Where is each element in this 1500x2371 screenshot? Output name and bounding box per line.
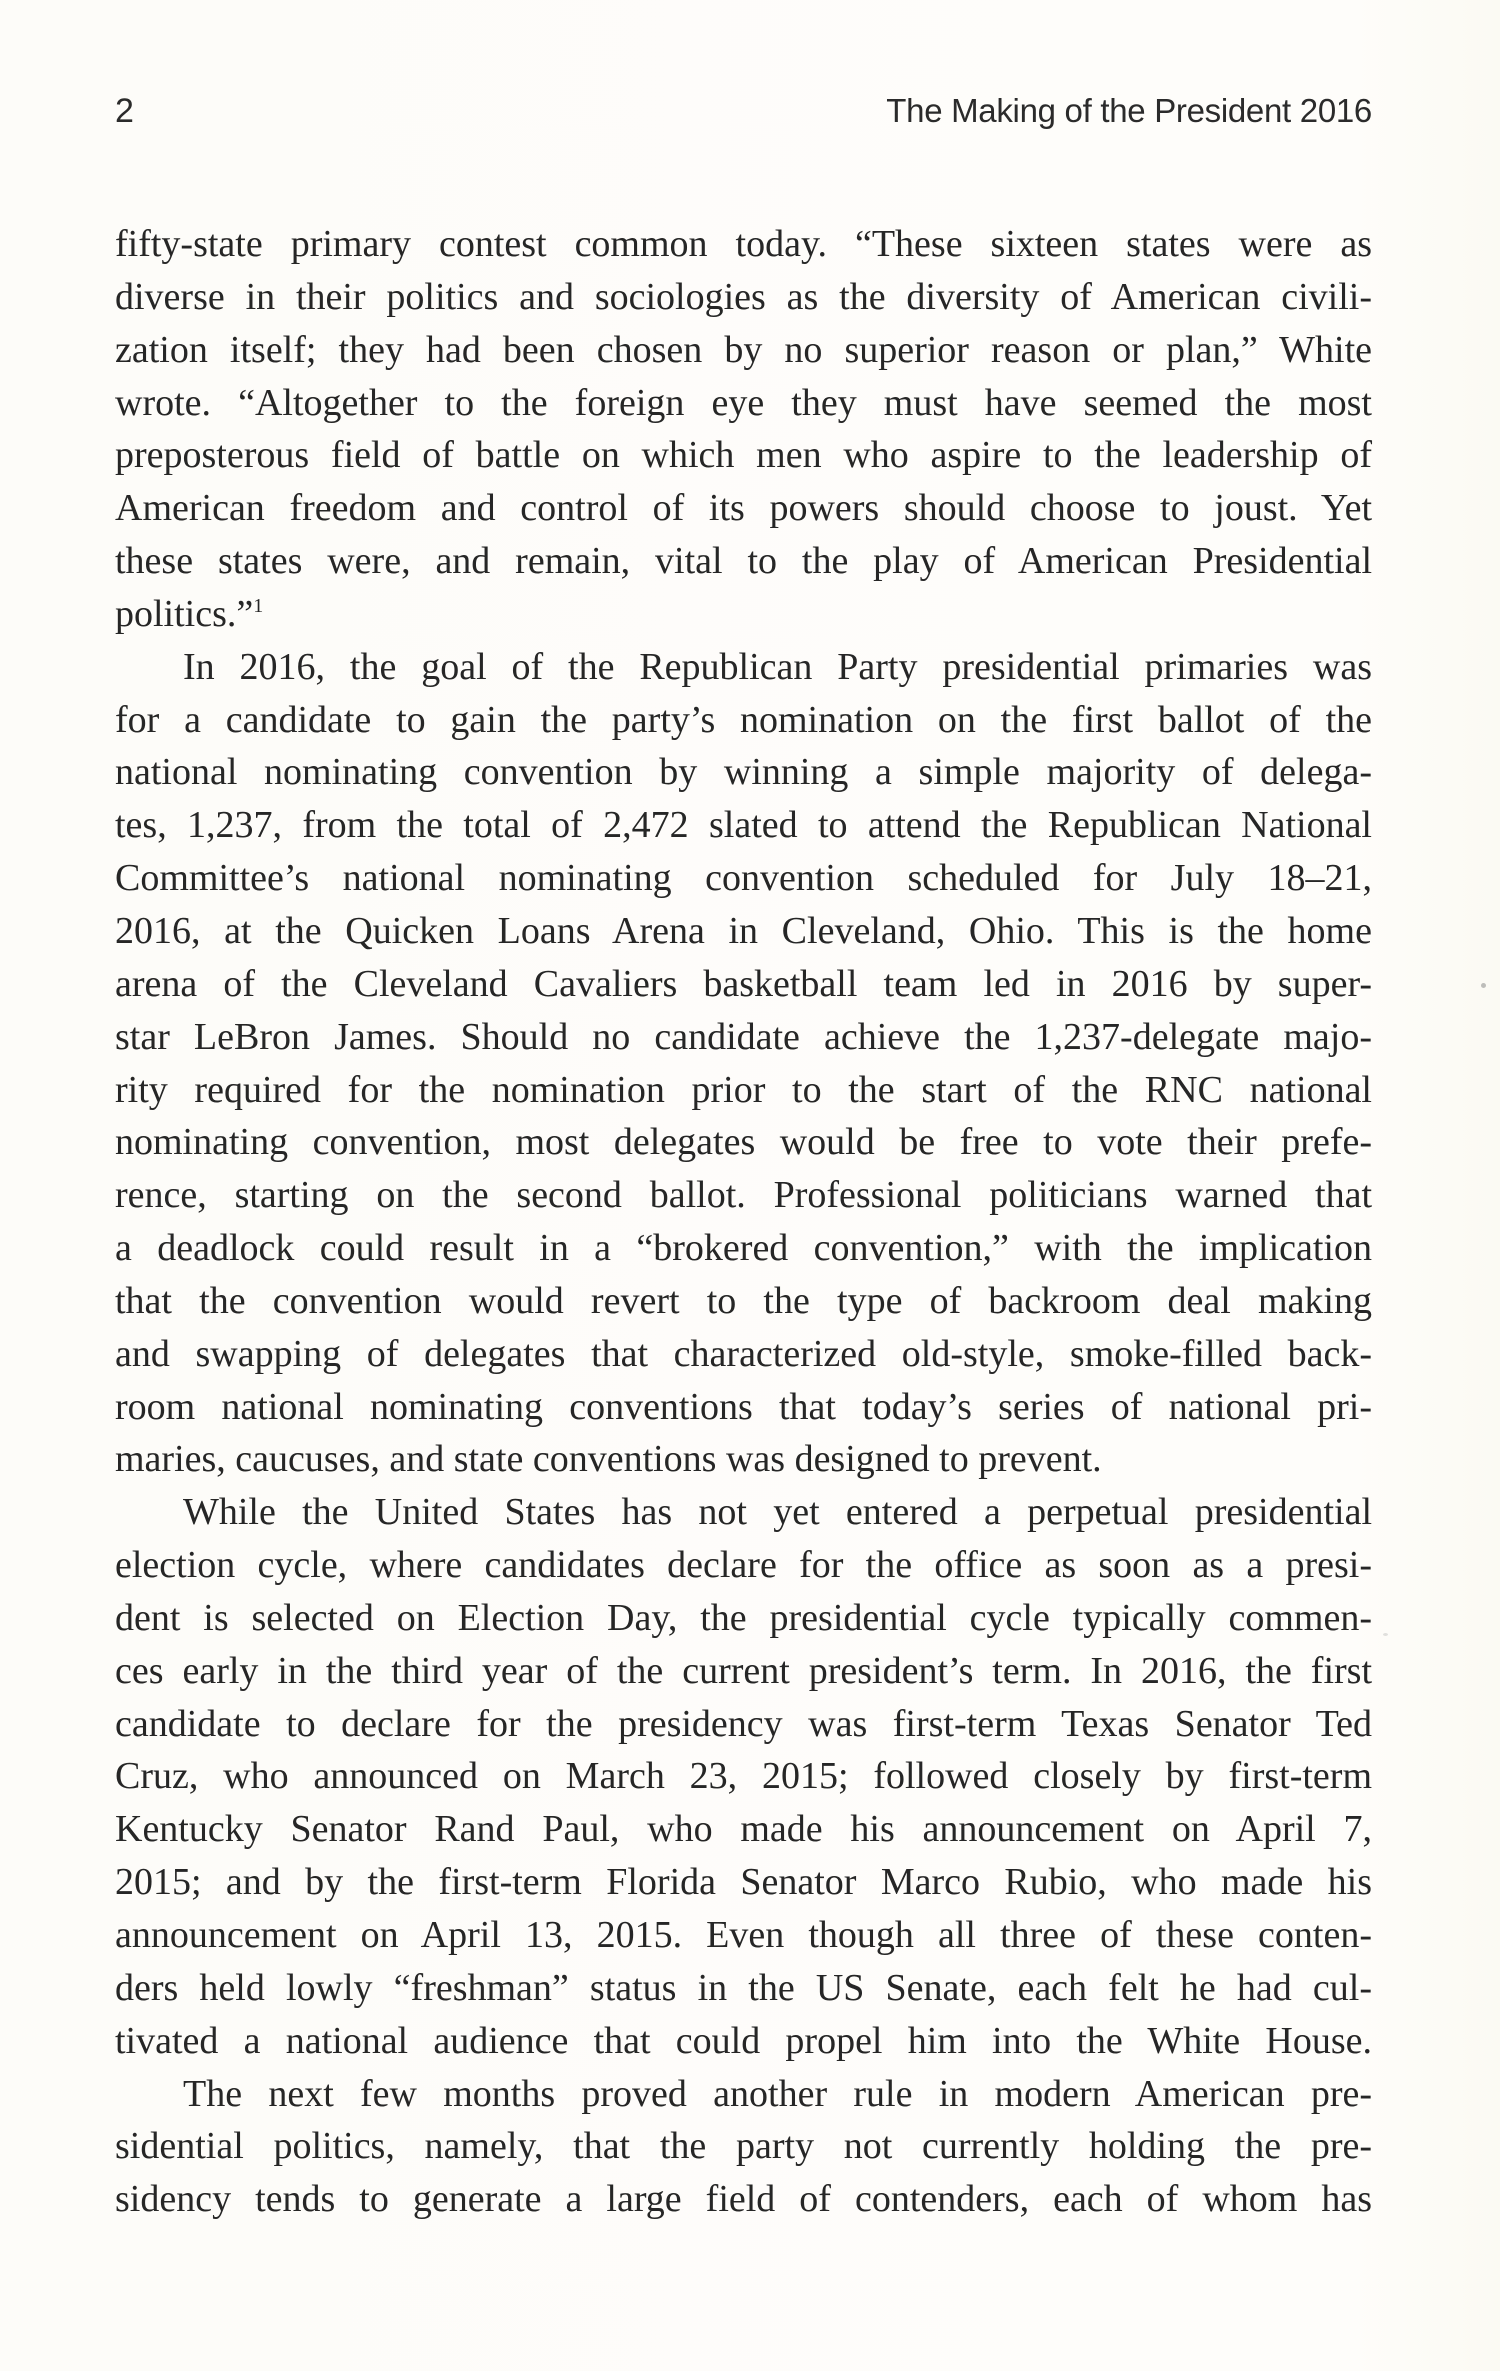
text-line: Cruz, who announced on March 23, 2015; followed closely by first-term <box>115 1755 1372 1798</box>
paragraph <box>115 218 1372 641</box>
text-line: tes, 1,237, from the total of 2,472 slated to attend the Republican National <box>115 804 1372 847</box>
page-number: 2 <box>115 92 134 130</box>
text-line: rence, starting on the second ballot. Professional politicians warned that <box>115 1174 1372 1217</box>
text-line: and swapping of delegates that characterized old-style, smoke-filled back- <box>115 1332 1372 1375</box>
paragraph <box>115 2068 1372 2227</box>
text-line: nominating convention, most delegates would be free to vote their prefe- <box>115 1121 1372 1164</box>
text-line: room national nominating conventions that today’s series of national pri- <box>115 1385 1372 1428</box>
running-header <box>115 92 1372 136</box>
text-line: Committee’s national nominating convention scheduled for July 18–21, <box>115 857 1372 900</box>
text-line: In 2016, the goal of the Republican Party presidential primaries was <box>183 645 1372 688</box>
text-line: fifty-state primary contest common today. “These sixteen states were as <box>115 223 1372 265</box>
text-line: tivated a national audience that could propel him into the White House. <box>115 2019 1372 2062</box>
scan-speck <box>1481 983 1486 988</box>
text-line: While the United States has not yet entered a perpetual presidential <box>183 1491 1372 1534</box>
text-line: ces early in the third year of the current president’s term. In 2016, the first <box>115 1649 1372 1692</box>
text-line: arena of the Cleveland Cavaliers basketball team led in 2016 by super- <box>115 962 1372 1005</box>
text-line: 2015; and by the first-term Florida Senator Marco Rubio, who made his <box>115 1861 1372 1904</box>
text-line: announcement on April 13, 2015. Even though all three of these conten- <box>115 1914 1372 1956</box>
text-line: national nominating convention by winning a simple majority of delega- <box>115 751 1372 794</box>
text-line: The next few months proved another rule in modern American pre- <box>183 2072 1372 2115</box>
text-line-content: politics.” <box>115 592 254 635</box>
text-line: Kentucky Senator Rand Paul, who made his announcement on April 7, <box>115 1808 1372 1851</box>
footnote-reference[interactable]: 1 <box>253 594 264 617</box>
text-line: 2016, at the Quicken Loans Arena in Cleveland, Ohio. This is the home <box>115 909 1372 952</box>
text-line: American freedom and control of its powers should choose to joust. Yet <box>115 487 1372 530</box>
text-line: sidential politics, namely, that the party not currently holding the pre- <box>115 2125 1372 2168</box>
text-line: zation itself; they had been chosen by no superior reason or plan,” White <box>115 328 1372 371</box>
text-line: preposterous field of battle on which men who aspire to the leadership of <box>115 434 1372 477</box>
text-line: maries, caucuses, and state conventions was designed to prevent. <box>115 1438 1102 1481</box>
text-line: dent is selected on Election Day, the presidential cycle typically commen- <box>115 1596 1372 1639</box>
text-line: ders held lowly “freshman” status in the US Senate, each felt he had cul- <box>115 1966 1372 2009</box>
paragraph <box>115 641 1372 1487</box>
text-line: rity required for the nomination prior to the start of the RNC national <box>115 1068 1372 1111</box>
paragraph <box>115 1486 1372 2067</box>
body-text <box>115 218 1372 2226</box>
running-title: The Making of the President 2016 <box>886 92 1372 129</box>
text-line: sidency tends to generate a large field of contenders, each of whom has <box>115 2178 1372 2221</box>
text-line: a deadlock could result in a “brokered convention,” with the implication <box>115 1227 1372 1270</box>
text-line <box>115 588 1372 641</box>
text-line: wrote. “Altogether to the foreign eye they must have seemed the most <box>115 381 1372 424</box>
text-line: election cycle, where candidates declare for the office as soon as a presi- <box>115 1544 1372 1587</box>
text-line: that the convention would revert to the type of backroom deal making <box>115 1279 1372 1322</box>
text-line: candidate to declare for the presidency was first-term Texas Senator Ted <box>115 1702 1372 1745</box>
scan-speck <box>1383 1633 1388 1636</box>
text-line: diverse in their politics and sociologies as the diversity of American civili- <box>115 275 1372 318</box>
text-line: star LeBron James. Should no candidate achieve the 1,237-delegate majo- <box>115 1015 1372 1058</box>
text-line: these states were, and remain, vital to the play of American Presidential <box>115 540 1372 583</box>
text-line: for a candidate to gain the party’s nomination on the first ballot of the <box>115 698 1372 741</box>
